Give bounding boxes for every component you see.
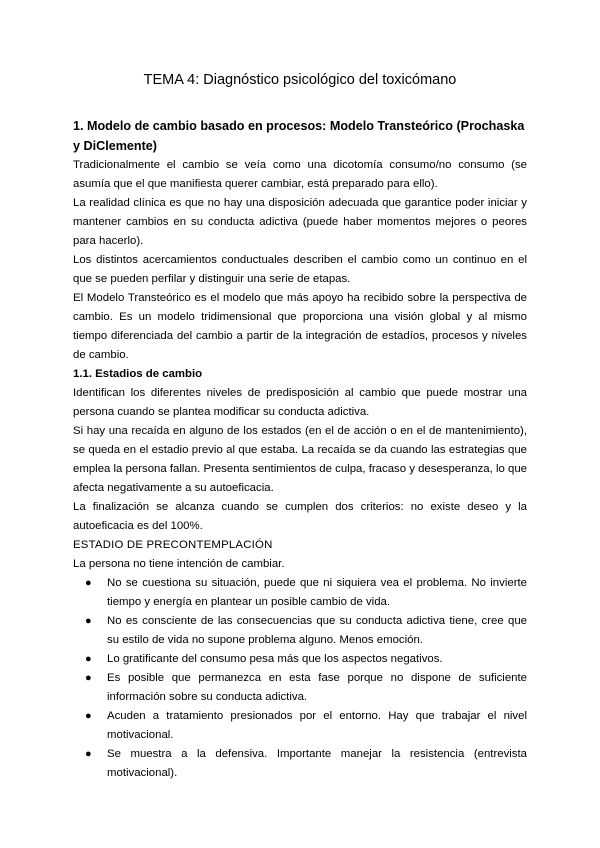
- stage-intro: La persona no tiene intención de cambiar.: [73, 558, 285, 570]
- list-item: ● No es consciente de las consecuencias que su conducta adictiva tiene, cree que su estilo de vida no supone problema alguno. Menos emoción.: [73, 612, 527, 650]
- document-title: TEMA 4: Diagnóstico psicológico del toxicómano: [143, 72, 457, 88]
- bullet-icon: ●: [85, 653, 92, 665]
- list-item: ● Se muestra a la defensiva. Importante manejar la resistencia (entrevista motivacional).: [73, 745, 527, 783]
- stage-title: ESTADIO DE PRECONTEMPLACIÓN: [73, 539, 273, 551]
- bullet-icon: ●: [85, 615, 92, 627]
- bullet-icon: ●: [85, 710, 92, 722]
- section-heading: 1. Modelo de cambio basado en procesos: Modelo Transteórico (Prochaska y DiClemente): [73, 119, 525, 153]
- paragraph: Identifican los diferentes niveles de predisposición al cambio que puede mostrar una persona cuando se plantea modificar su conducta adictiva.: [73, 387, 527, 418]
- list-item: ● Lo gratificante del consumo pesa más que los aspectos negativos.: [73, 650, 527, 669]
- subsection-heading: 1.1. Estadios de cambio: [73, 368, 203, 380]
- paragraph: El Modelo Transteórico es el modelo que más apoyo ha recibido sobre la perspectiva de cambio. Es un modelo tridimensional que proporciona una visión global y al mismo tiempo diferenciada del cambio a partir de la integración de estadíos, procesos y niveles de cambio.: [73, 292, 527, 361]
- list-item: ● No se cuestiona su situación, puede que ni siquiera vea el problema. No invierte tiempo y energía en plantear un posible cambio de vida.: [73, 574, 527, 612]
- paragraph: Si hay una recaída en alguno de los estados (en el de acción o en el de mantenimiento), se queda en el estadio previo al que estaba. La recaída se da cuando las estrategias que emplea la persona fallan. Presenta sentimientos de culpa, fracaso y desesperanza, lo que afecta negativamente a su autoeficacia.: [73, 425, 528, 494]
- list-item: ● Acuden a tratamiento presionados por el entorno. Hay que trabajar el nivel motivacional.: [73, 707, 527, 745]
- bullet-icon: ●: [85, 672, 92, 684]
- document-body: [73, 156, 527, 783]
- bullet-icon: ●: [85, 577, 92, 589]
- bullet-list: [73, 574, 527, 783]
- bullet-icon: ●: [85, 748, 92, 760]
- list-item: ● Es posible que permanezca en esta fase porque no dispone de suficiente información sobre su conducta adictiva.: [73, 669, 527, 707]
- paragraph: La realidad clínica es que no hay una disposición adecuada que garantice poder iniciar y mantener cambios en su conducta adictiva (puede haber momentos mejores o peores para hacerlo).: [73, 197, 527, 247]
- paragraph: Tradicionalmente el cambio se veía como una dicotomía consumo/no consumo (se asumía que el que manifiesta querer cambiar, está preparado para ello).: [73, 159, 527, 190]
- paragraph: Los distintos acercamientos conductuales describen el cambio como un continuo en el que se pueden perfilar y distinguir una serie de etapas.: [73, 254, 527, 285]
- paragraph: La finalización se alcanza cuando se cumplen dos criterios: no existe deseo y la autoeficacia es del 100%.: [73, 501, 527, 532]
